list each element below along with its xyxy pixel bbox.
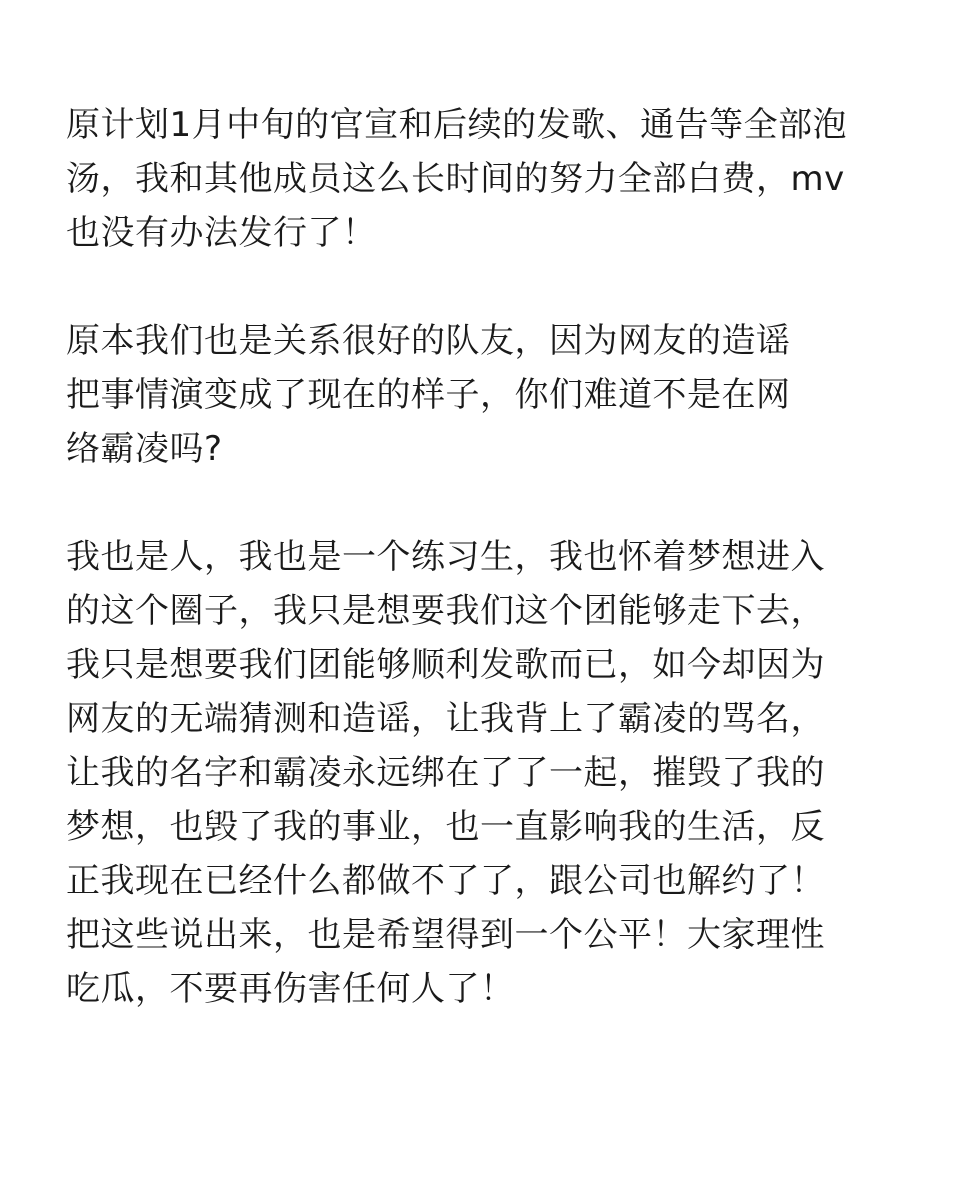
text-line: 把这些说出来，也是希望得到一个公平！大家理性 [66, 915, 825, 955]
text-line: 正我现在已经什么都做不了了，跟公司也解约了！ [66, 861, 825, 901]
text-line: 梦想，也毁了我的事业，也一直影响我的生活，反 [66, 807, 825, 847]
text-line: 我也是人，我也是一个练习生，我也怀着梦想进入 [66, 537, 825, 577]
text-line: 让我的名字和霸凌永远绑在了了一起，摧毁了我的 [66, 753, 825, 793]
text-line: 原本我们也是关系很好的队友，因为网友的造谣 [66, 321, 791, 361]
text-line: 络霸凌吗? [66, 429, 223, 469]
text-line: 吃瓜，不要再伤害任何人了！ [66, 969, 515, 1009]
text-line: 网友的无端猜测和造谣，让我背上了霸凌的骂名， [66, 699, 825, 739]
paragraph-1 [66, 98, 906, 260]
text-line: 汤，我和其他成员这么长时间的努力全部白费，mv [66, 159, 845, 199]
text-line: 也没有办法发行了！ [66, 213, 377, 253]
text-line: 的这个圈子，我只是想要我们这个团能够走下去， [66, 591, 825, 631]
text-line: 原计划1月中旬的官宣和后续的发歌、通告等全部泡 [66, 105, 848, 145]
post-body [66, 98, 906, 1070]
paragraph-3 [66, 530, 906, 1016]
text-line: 我只是想要我们团能够顺利发歌而已，如今却因为 [66, 645, 825, 685]
paragraph-2 [66, 314, 906, 476]
text-line: 把事情演变成了现在的样子，你们难道不是在网 [66, 375, 791, 415]
